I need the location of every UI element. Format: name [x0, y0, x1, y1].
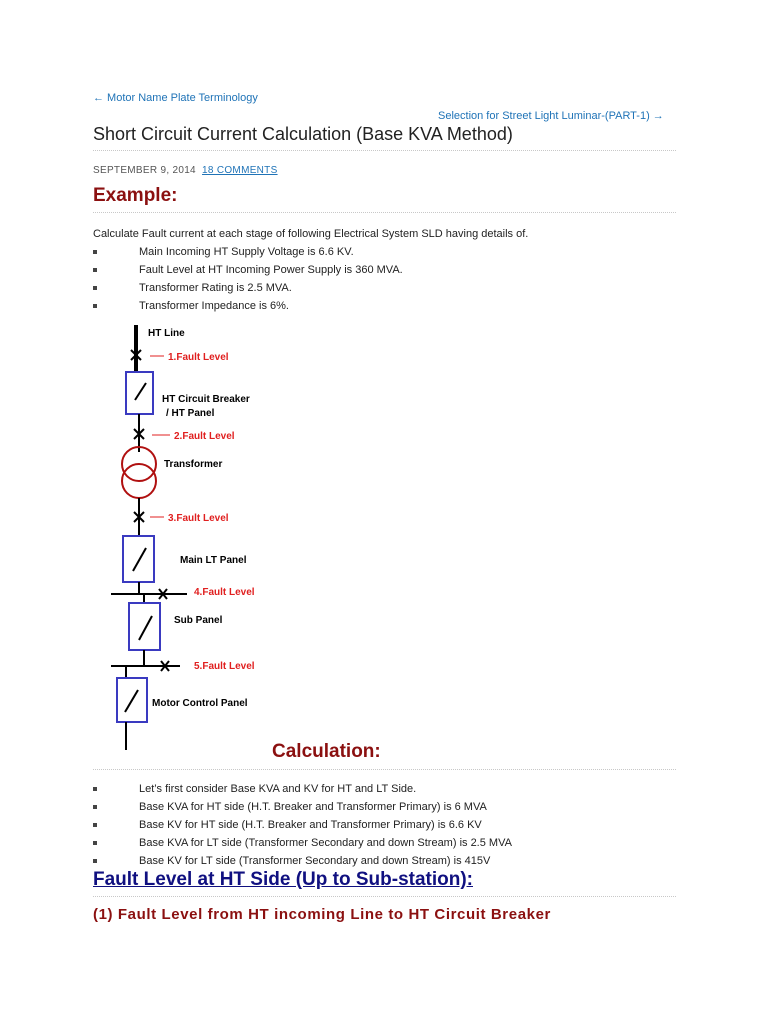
- breaker-switch-icon: [135, 383, 146, 400]
- transformer-label: Transformer: [164, 459, 223, 470]
- sub-panel-box: [129, 603, 160, 650]
- ht-breaker-label-1: HT Circuit Breaker: [162, 394, 250, 405]
- bullet-icon: [93, 823, 97, 827]
- list-item: Transformer Rating is 2.5 MVA.: [93, 279, 403, 297]
- calculation-heading: Calculation:: [272, 741, 381, 762]
- bullet-icon: [93, 859, 97, 863]
- breaker-switch-icon: [133, 548, 146, 571]
- fault-level-2-label: 2.Fault Level: [174, 431, 235, 442]
- list-item: Transformer Impedance is 6%.: [93, 297, 403, 315]
- breaker-switch-icon: [139, 616, 152, 640]
- fault-ht-divider: [93, 896, 676, 897]
- calculation-divider: [93, 769, 676, 770]
- list-item: Base KV for HT side (H.T. Breaker and Transformer Primary) is 6.6 KV: [93, 816, 512, 834]
- list-item: Base KVA for HT side (H.T. Breaker and Transformer Primary) is 6 MVA: [93, 798, 512, 816]
- ht-line-label: HT Line: [148, 328, 185, 339]
- list-item: Base KVA for LT side (Transformer Secondary and down Stream) is 2.5 MVA: [93, 834, 512, 852]
- main-lt-panel-label: Main LT Panel: [180, 555, 247, 566]
- comments-link[interactable]: 18 COMMENTS: [202, 165, 278, 176]
- bullet-icon: [93, 787, 97, 791]
- fault-level-4-label: 4.Fault Level: [194, 587, 255, 598]
- fault-level-5-label: 5.Fault Level: [194, 661, 255, 672]
- motor-control-panel-label: Motor Control Panel: [152, 698, 248, 709]
- fault-ht-heading: Fault Level at HT Side (Up to Sub-station):: [93, 869, 473, 890]
- prev-post-link[interactable]: ← Motor Name Plate Terminology: [93, 92, 258, 104]
- breaker-switch-icon: [125, 690, 138, 712]
- post-title: Short Circuit Current Calculation (Base KVA Method): [93, 124, 513, 144]
- fault-ht-subheading: (1) Fault Level from HT incoming Line to HT Circuit Breaker: [93, 906, 551, 923]
- fault-level-3-label: 3.Fault Level: [168, 513, 229, 524]
- bullet-icon: [93, 841, 97, 845]
- main-lt-panel-box: [123, 536, 154, 582]
- list-item: Fault Level at HT Incoming Power Supply is 360 MVA.: [93, 261, 403, 279]
- bullet-icon: [93, 805, 97, 809]
- ht-breaker-label-2: / HT Panel: [166, 408, 215, 419]
- list-item: Base KV for LT side (Transformer Secondary and down Stream) is 415V: [93, 852, 512, 870]
- list-item: Main Incoming HT Supply Voltage is 6.6 KV.: [93, 243, 403, 261]
- example-intro: Calculate Fault current at each stage of following Electrical System SLD having details of.: [93, 228, 529, 240]
- calculation-list: [93, 780, 512, 870]
- sub-panel-label: Sub Panel: [174, 615, 223, 626]
- next-post-link[interactable]: Selection for Street Light Luminar-(PART-1) →: [438, 110, 664, 122]
- example-heading: Example:: [93, 185, 178, 206]
- post-date: SEPTEMBER 9, 2014: [93, 165, 196, 176]
- fault-level-1-label: 1.Fault Level: [168, 352, 229, 363]
- list-item: Let’s first consider Base KVA and KV for HT and LT Side.: [93, 780, 512, 798]
